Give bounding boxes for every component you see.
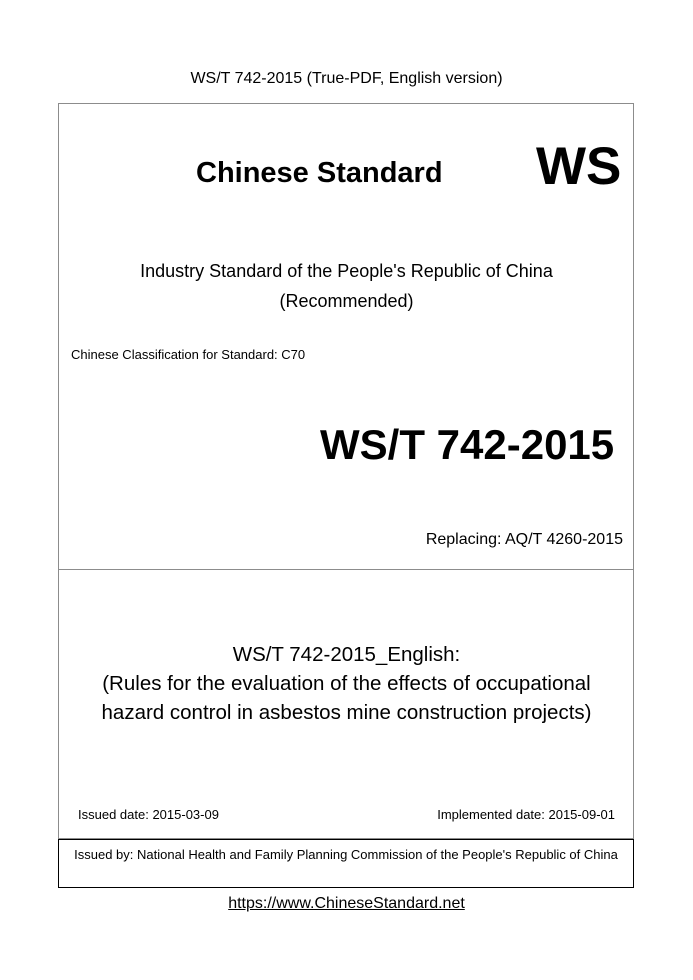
- issuer-text: Issued by: National Health and Family Planning Commission of the People's Republic of China: [74, 847, 618, 862]
- replacing-text: Replacing: AQ/T 4260-2015: [425, 531, 623, 548]
- industry-title-line1: Industry Standard of the People's Republic of China: [140, 261, 553, 281]
- industry-standard-title: [0, 256, 693, 316]
- document-title-line1: WS/T 742-2015_English:: [232, 643, 461, 666]
- classification-text: Chinese Classification for Standard: C70: [71, 347, 306, 362]
- website-link[interactable]: https://www.ChineseStandard.net: [228, 895, 465, 912]
- issued-date: Issued date: 2015-03-09: [78, 807, 219, 822]
- standard-number: WS/T 742-2015: [320, 421, 615, 468]
- industry-title-line2: (Recommended): [279, 291, 414, 311]
- implemented-date: Implemented date: 2015-09-01: [437, 807, 615, 822]
- footer: [0, 894, 693, 914]
- standard-code-badge: WS: [536, 137, 622, 196]
- document-title: [0, 640, 693, 727]
- document-title-line3: hazard control in asbestos mine construction projects): [101, 701, 592, 724]
- issuer-box: [58, 839, 634, 888]
- page-header-title: WS/T 742-2015 (True-PDF, English version): [190, 70, 503, 87]
- document-title-line2: (Rules for the evaluation of the effects of occupational: [102, 672, 591, 695]
- chinese-standard-heading: Chinese Standard: [196, 157, 443, 189]
